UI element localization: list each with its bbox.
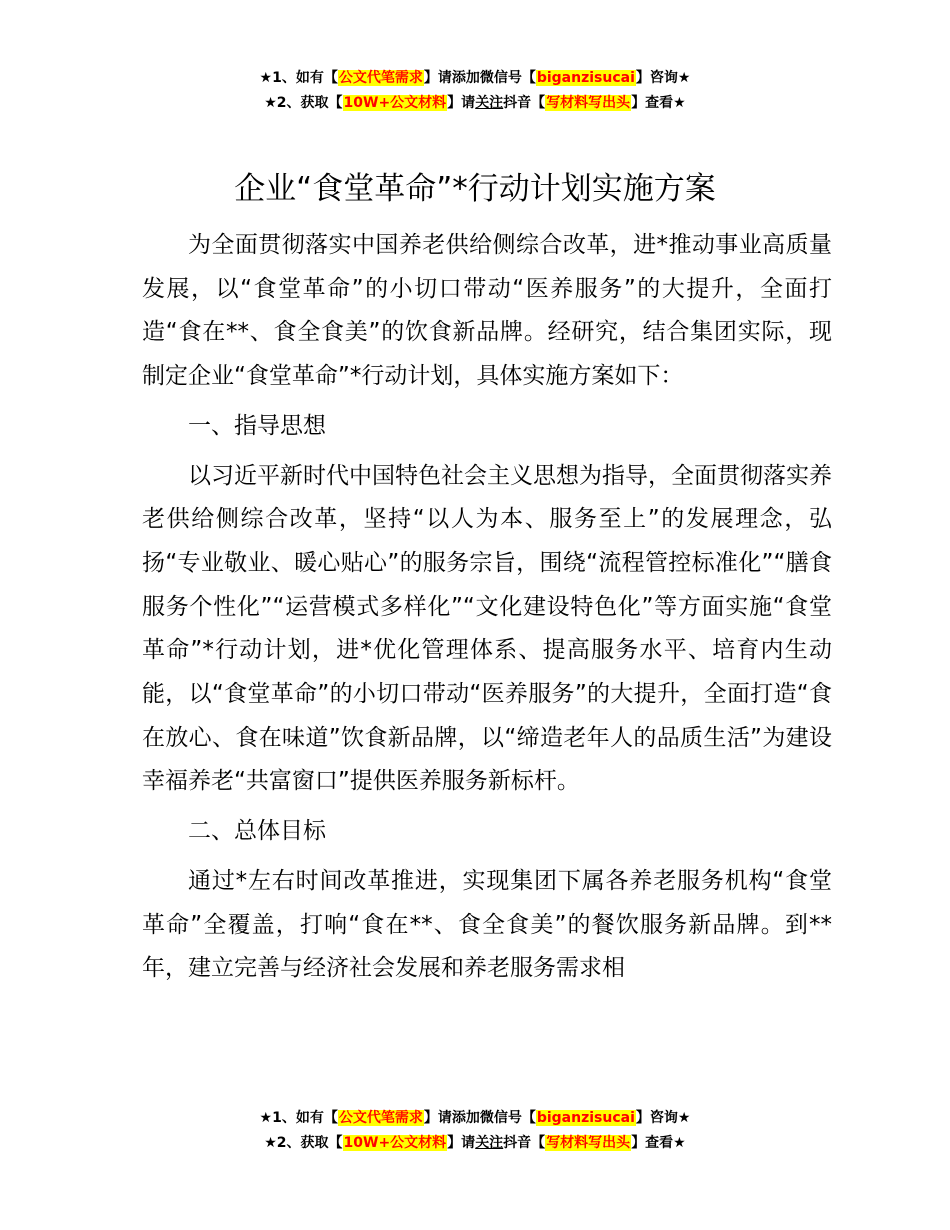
banner-text: 】查看★ [631,1135,686,1151]
bottom-banner [0,1106,950,1156]
banner-underlined-text: 关注 [475,95,504,111]
banner-line-2 [0,1131,950,1156]
banner-text: 】请添加微信号【 [423,70,536,86]
banner-highlight: 写材料写出头 [546,1135,631,1151]
banner-text: ★2、获取【 [264,95,343,111]
banner-highlight: 公文代笔需求 [338,1110,423,1126]
guiding-ideology-paragraph: 以习近平新时代中国特色社会主义思想为指导，全面贯彻落实养老供给侧综合改革，坚持“以人为本、服务至上”的发展理念，弘扬“专业敬业、暖心贴心”的服务宗旨，围绕“流程管控标准化”“膳食服务个性化”“运营模式多样化”“文化建设特色化”等方面实施“食堂革命”*行动计划，进*优化管理体系、提高服务水平、培育内生动能，以“食堂革命”的小切口带动“医养服务”的大提升，全面打造“食在放心、食在味道”饮食新品牌，以“缔造老年人的品质生活”为建设幸福养老“共富窗口”提供医养服务新标杆。 [142,462,832,795]
overall-goals-paragraph: 通过*左右时间改革推进，实现集团下属各养老服务机构“食堂革命”全覆盖，打响“食在**、食全食美”的餐饮服务新品牌。到**年，建立完善与经济社会发展和养老服务需求相 [142,867,832,982]
banner-text: ★1、如有【 [259,1110,338,1126]
banner-text: 】请 [447,1135,476,1151]
banner-text: ★1、如有【 [259,70,338,86]
document-title: 企业“食堂革命”*行动计划实施方案 [234,171,716,207]
banner-text: ★2、获取【 [264,1135,343,1151]
section-heading-overall-goals: 二、总体目标 [188,818,326,845]
banner-text: 】咨询★ [635,1110,691,1126]
banner-highlight: 10W+公文材料 [343,95,447,111]
banner-text: 】咨询★ [635,70,691,86]
banner-text: 】请添加微信号【 [423,1110,536,1126]
banner-line-1 [0,1106,950,1131]
banner-highlight: biganzisucai [536,70,635,86]
banner-text: 抖音【 [503,1135,546,1151]
banner-underlined-text: 关注 [475,1135,504,1151]
banner-highlight: 公文代笔需求 [338,70,423,86]
banner-line-2 [0,91,950,116]
banner-line-1 [0,66,950,91]
banner-text: 抖音【 [503,95,546,111]
intro-paragraph: 为全面贯彻落实中国养老供给侧综合改革，进*推动事业高质量发展，以“食堂革命”的小切口带动“医养服务”的大提升，全面打造“食在**、食全食美”的饮食新品牌。经研究，结合集团实际，现制定企业“食堂革命”*行动计划，具体实施方案如下： [142,232,832,390]
banner-text: 】查看★ [631,95,686,111]
banner-highlight: 写材料写出头 [546,95,631,111]
section-heading-guiding-ideology: 一、指导思想 [188,412,326,439]
top-banner [0,66,950,116]
document-body [142,224,832,991]
banner-text: 】请 [447,95,476,111]
banner-highlight: 10W+公文材料 [343,1135,447,1151]
banner-highlight: biganzisucai [536,1110,635,1126]
